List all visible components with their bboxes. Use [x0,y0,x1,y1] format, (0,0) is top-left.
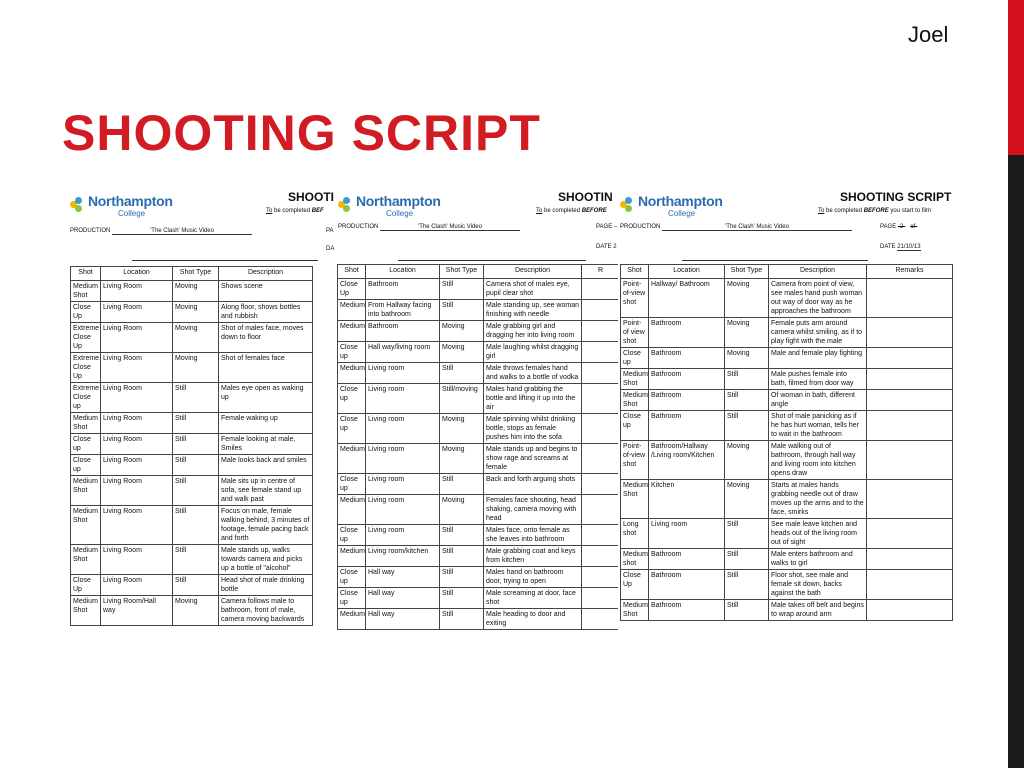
underline [398,260,586,261]
table-cell [582,546,619,567]
logo-dots-icon [70,195,90,215]
table-cell: Still [725,519,769,549]
column-header: R [582,265,619,279]
table-cell: Long shot [621,519,649,549]
table-cell: Floor shot, see male and female sit down, backs against the bath [769,570,867,600]
table-cell: Still [173,506,219,545]
table-cell: Moving [440,414,484,444]
table-cell: Hall way [366,567,440,588]
table-cell: Still [173,455,219,476]
table-cell: Still [725,390,769,411]
table-cell: Close up [338,588,366,609]
table-cell: Bathroom [366,321,440,342]
table-cell [867,441,953,480]
table-row [338,384,619,414]
column-header: Shot Type [173,267,219,281]
column-header: Shot [71,267,101,281]
table-cell [582,321,619,342]
table-row [71,575,313,596]
table-cell: Close up [338,384,366,414]
table-cell: Living room [366,363,440,384]
table-row [71,434,313,455]
table-cell: Female puts arm around camera whilst smiling, as if to play fight with the male [769,318,867,348]
table-cell: Moving [725,480,769,519]
table-row [338,279,619,300]
table-cell [582,342,619,363]
logo-sub: College [118,209,146,218]
table-cell: Moving [173,596,219,626]
table-cell: Still [173,476,219,506]
table-cell: Medium Shot [71,506,101,545]
table-cell: Of woman in bath, different angle [769,390,867,411]
table-cell: Camera shot of males eye, pupil clear shot [484,279,582,300]
table-cell: Moving [173,323,219,353]
table-cell: Living Room [101,455,173,476]
doc-title: SHOOTI [288,190,335,204]
table-cell: Still [440,588,484,609]
table-cell [867,480,953,519]
table-row [621,390,953,411]
table-cell: Living Room [101,545,173,575]
table-cell: Still/moving [440,384,484,414]
table-cell: Point-of-view shot [621,441,649,480]
table-cell: Male standing up, see woman finishing with needle [484,300,582,321]
table-row [338,525,619,546]
table-row [338,567,619,588]
table-cell: Still [173,383,219,413]
page-label: PAGE – [596,224,618,230]
table-cell: Moving [173,353,219,383]
column-header: Location [366,265,440,279]
table-cell: Still [173,545,219,575]
table-cell: Bathroom [649,318,725,348]
table-cell: Medium [338,363,366,384]
table-cell: Bathroom [649,411,725,441]
table-row [338,321,619,342]
table-cell: Still [440,300,484,321]
table-cell: Still [440,567,484,588]
table-cell: Living room [649,519,725,549]
doc-subtitle: To be completed BEFORE [536,208,607,214]
table-cell [582,444,619,474]
table-row [338,474,619,495]
date-value: 21/10/13 [897,244,921,250]
column-header: Description [219,267,313,281]
logo-dots-icon [620,195,640,215]
table-cell: Bathroom [649,570,725,600]
table-cell: Moving [725,279,769,318]
table-cell [867,369,953,390]
side-accent-red [1008,0,1024,155]
table-cell: Hall way/living room [366,342,440,363]
table-cell: Still [173,413,219,434]
doc-title: SHOOTIN [558,190,613,204]
table-cell: Medium Shot [71,545,101,575]
table-cell: Point-of view shot [621,318,649,348]
table-cell: Close up [71,455,101,476]
table-cell: Medium Shot [621,390,649,411]
table-cell [582,609,619,630]
logo-sub: College [386,209,414,218]
table-cell: Medium [338,495,366,525]
table-cell [582,495,619,525]
table-cell: Head shot of male drinking bottle [219,575,313,596]
table-row [621,480,953,519]
table-cell: Living Room [101,302,173,323]
table-cell: Still [440,609,484,630]
column-header: Shot Type [440,265,484,279]
table-cell [867,279,953,318]
table-cell: Moving [725,441,769,480]
table-row [338,342,619,363]
table-cell: Moving [725,318,769,348]
production-row: PRODUCTION 'The Clash' Music Video [620,224,852,231]
table-cell: Still [725,600,769,621]
table-cell: Living room [366,414,440,444]
table-cell: Living room [366,444,440,474]
table-cell: Medium [338,321,366,342]
page-row: PAGE -2- of- [880,224,918,230]
table-row [71,281,313,302]
table-cell: Male enters bathroom and walks to girl [769,549,867,570]
table-cell: Males eye open as waking up [219,383,313,413]
table-cell: Male grabbing girl and dragging her into living room [484,321,582,342]
table-row [621,519,953,549]
table-cell: Camera follows male to bathroom, front of male, camera moving backwards [219,596,313,626]
table-cell: Hall way [366,609,440,630]
table-cell: Living Room [101,434,173,455]
table-cell: Close up [621,411,649,441]
table-row [338,588,619,609]
table-cell [867,348,953,369]
logo-sub: College [668,209,696,218]
column-header: Location [649,265,725,279]
logo-dots-icon [338,195,358,215]
logo-name: Northampton [638,193,723,209]
column-header: Description [484,265,582,279]
table-cell [867,411,953,441]
table-cell: Close up [338,567,366,588]
column-header: Location [101,267,173,281]
table-cell: Medium [338,444,366,474]
table-cell: Male stands up, walks towards camera and picks up a bottle of "alcohol" [219,545,313,575]
table-cell [582,300,619,321]
shot-table [620,264,953,621]
table-cell: Focus on male, female walking behind, 3 minutes of footage, female pacing back and forth [219,506,313,545]
table-cell [582,279,619,300]
date-row: DATE 21/10/13 [880,244,921,250]
table-row [338,363,619,384]
table-cell [582,567,619,588]
table-cell: Moving [440,495,484,525]
table-cell: Living Room [101,476,173,506]
table-cell: Still [440,525,484,546]
doc-subtitle: To be completed BEF [266,208,324,214]
column-header: Remarks [867,265,953,279]
slide-title: SHOOTING SCRIPT [62,105,541,161]
doc-subtitle: To be completed BEFORE you start to film [818,208,932,214]
table-cell: Extreme Close Up [71,323,101,353]
table-cell: Extreme Close Up [71,353,101,383]
table-cell: Living room/kitchen [366,546,440,567]
table-cell: Moving [440,342,484,363]
table-cell: Living Room [101,323,173,353]
doc-title: SHOOTING SCRIPT [840,190,952,204]
table-row [71,476,313,506]
table-cell: Living Room [101,575,173,596]
table-row [621,600,953,621]
shot-table [70,266,313,626]
table-row [621,570,953,600]
table-cell: Medium Shot [71,413,101,434]
table-cell: Moving [440,444,484,474]
table-cell: Males hand on bathroom door, trying to open [484,567,582,588]
table-row [621,318,953,348]
shot-table [337,264,618,630]
table-cell [867,519,953,549]
table-cell: Still [440,279,484,300]
column-header: Shot [338,265,366,279]
table-row [338,546,619,567]
table-cell: Back and forth arguing shots [484,474,582,495]
table-cell: Close up [338,342,366,363]
logo-name: Northampton [356,193,441,209]
table-row [338,444,619,474]
table-cell: Male looks back and smiles [219,455,313,476]
table-cell: Bathroom [649,348,725,369]
table-cell: Male and female play fighting [769,348,867,369]
table-cell: Still [173,434,219,455]
table-cell: Still [725,411,769,441]
production-row: PRODUCTION 'The Clash' Music Video [70,228,252,235]
table-cell: Bathroom/Hallway /Living room/Kitchen [649,441,725,480]
table-cell: Female looking at male, Smiles [219,434,313,455]
table-cell: Close up [338,414,366,444]
table-cell: Females face shouting, head shaking, camera moving with head [484,495,582,525]
table-cell: Shot of male panicking as if he has hurt woman, tells her to wait in the bathroom [769,411,867,441]
table-cell: Point-of-view shot [621,279,649,318]
table-cell: Close up [71,434,101,455]
table-row [621,369,953,390]
table-row [71,323,313,353]
table-row [71,506,313,545]
column-header: Shot Type [725,265,769,279]
table-cell [582,414,619,444]
table-cell: Moving [173,302,219,323]
table-cell: From Hallway facing into bathroom [366,300,440,321]
table-row [338,414,619,444]
table-row [71,383,313,413]
table-row [71,545,313,575]
table-cell: Close up [338,474,366,495]
table-cell: Medium Shot [71,281,101,302]
table-cell [582,384,619,414]
table-cell: Medium [338,300,366,321]
table-cell: Bathroom [649,390,725,411]
table-cell: Medium Shot [71,596,101,626]
table-cell [582,588,619,609]
table-row [71,455,313,476]
table-cell: Close Up [621,570,649,600]
table-cell: Medium [338,546,366,567]
table-cell: Male laughing whilst dragging girl [484,342,582,363]
table-cell: Bathroom [366,279,440,300]
table-cell: Hallway/ Bathroom [649,279,725,318]
table-cell [582,363,619,384]
author-name: Joel [908,22,949,47]
table-cell: Medium Shot [621,369,649,390]
table-cell [867,570,953,600]
shooting-script-page-1 [68,182,336,702]
table-cell: Still [173,575,219,596]
table-row [621,549,953,570]
table-cell: Kitchen [649,480,725,519]
table-cell: Starts at males hands grabbing needle out of draw moves up the arms and to the face, smirks [769,480,867,519]
table-row [71,353,313,383]
side-accent-bar [1008,0,1024,768]
table-cell: Males face, onto female as she leaves into bathroom [484,525,582,546]
table-cell: Medium shot [621,549,649,570]
table-cell: Shot of males face, moves down to floor [219,323,313,353]
table-cell: Still [725,549,769,570]
table-cell: Still [440,363,484,384]
date-label: DA [326,246,335,252]
table-cell: Bathroom [649,369,725,390]
table-row [621,411,953,441]
table-cell: See male leave kitchen and heads out of the living room out of sight [769,519,867,549]
table-cell: Male walking out of bathroom, through hall way and living room into kitchen opens draw [769,441,867,480]
table-cell: Close up [338,525,366,546]
table-cell: Male heading to door and exiting [484,609,582,630]
table-cell: Living Room [101,506,173,545]
table-cell [867,318,953,348]
page-label: PA [326,228,334,234]
table-cell: Hall way [366,588,440,609]
table-cell [867,549,953,570]
table-cell: Bathroom [649,600,725,621]
column-header: Shot [621,265,649,279]
table-row [621,441,953,480]
table-cell: Living room [366,474,440,495]
table-cell: Moving [173,281,219,302]
table-cell: Living Room/Hall way [101,596,173,626]
table-cell [867,600,953,621]
table-cell: Medium Shot [621,480,649,519]
table-cell: Medium Shot [71,476,101,506]
table-cell: Medium [338,609,366,630]
table-cell: Living Room [101,383,173,413]
table-cell: Males hand grabbing the bottle and lifting it up into the air [484,384,582,414]
table-cell: Still [725,570,769,600]
table-row [71,302,313,323]
table-cell [582,525,619,546]
table-row [338,609,619,630]
table-cell [582,474,619,495]
table-cell: Still [440,546,484,567]
table-cell: Close Up [338,279,366,300]
table-cell: Close up [621,348,649,369]
table-cell: Still [725,369,769,390]
column-header: Description [769,265,867,279]
table-cell: Living room [366,384,440,414]
underline [132,260,318,261]
table-row [71,413,313,434]
table-row [338,300,619,321]
table-cell: Male stands up and begins to show rage and screams at female [484,444,582,474]
table-cell: Along floor, shows bottles and rubbish [219,302,313,323]
table-cell: Shows scene [219,281,313,302]
table-cell: Close Up [71,575,101,596]
table-cell: Living Room [101,413,173,434]
table-cell: Male spinning whilst drinking bottle, stops as female pushes him into the sofa [484,414,582,444]
table-cell: Male takes off belt and begins to wrap around arm [769,600,867,621]
table-row [338,495,619,525]
table-row [621,279,953,318]
table-cell: Female waking up [219,413,313,434]
table-row [71,596,313,626]
date-label: DATE 2 [596,244,617,250]
table-cell: Extreme Close up [71,383,101,413]
table-cell: Male throws females hand and walks to a bottle of vodka [484,363,582,384]
table-cell: Living Room [101,353,173,383]
table-cell: Living room [366,525,440,546]
table-cell: Moving [440,321,484,342]
table-cell: Camera from point of view, see males hand push woman out way of door way as he approaches the bathroom [769,279,867,318]
logo-name: Northampton [88,193,173,209]
underline [682,260,868,261]
production-value: 'The Clash' Music Video [112,228,252,235]
table-row [621,348,953,369]
table-cell: Still [440,474,484,495]
table-cell: Shot of females face [219,353,313,383]
table-cell: Male pushes female into bath, filmed from door way [769,369,867,390]
table-cell: Male screaming at door, face shot [484,588,582,609]
table-cell: Bathroom [649,549,725,570]
table-cell: Male sits up in centre of sofa, see female stand up and walk past [219,476,313,506]
table-cell: Living room [366,495,440,525]
table-cell: Moving [725,348,769,369]
table-cell: Living Room [101,281,173,302]
shooting-script-page-3 [618,182,956,702]
table-cell: Medium Shot [621,600,649,621]
production-value: 'The Clash' Music Video [380,224,520,231]
production-row: PRODUCTION 'The Clash' Music Video [338,224,520,231]
production-value: 'The Clash' Music Video [662,224,852,231]
table-cell: Close Up [71,302,101,323]
table-cell [867,390,953,411]
shooting-script-page-2 [336,182,618,702]
table-cell: Male grabbing coat and keys from kitchen [484,546,582,567]
